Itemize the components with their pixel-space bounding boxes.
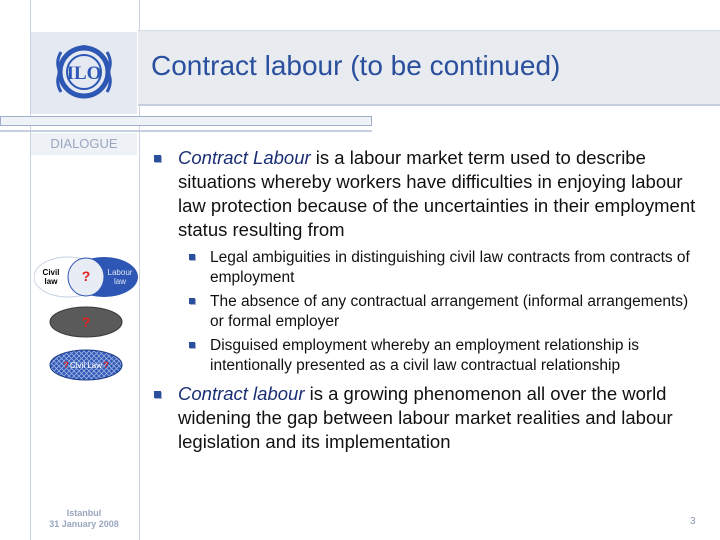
venn-left-label-line2: law — [44, 277, 58, 286]
divider-bar — [0, 116, 372, 126]
venn-right-label-line2: law — [113, 277, 127, 286]
oval-civil-prefix: ? — [63, 360, 69, 370]
bullet-contract-labour-definition — [152, 146, 702, 242]
oval-civil-text: Civil Law — [69, 361, 103, 370]
oval-question: ? — [81, 314, 91, 330]
venn-center-question: ? — [81, 268, 91, 284]
bullet-icon — [154, 391, 161, 398]
footer-location — [31, 508, 137, 530]
sub-bullet-disguised-employment — [152, 336, 702, 376]
bullet-text: is a growing phenomenon all over the world widening the gap between labour market realities and labour legislation and its implementation — [178, 383, 673, 452]
sub-bullet-text: Disguised employment whereby an employment relationship is intentionally presented as a civil law contractual relationship — [210, 337, 640, 374]
sub-bullet-icon — [189, 342, 195, 348]
venn-left-label-line1: Civil — [42, 268, 60, 277]
page-title: Contract labour (to be continued) — [151, 50, 561, 81]
bullet-text: is a labour market term used to describe situations whereby workers have difficulties in enjoying labour law protection because of the uncertainties in their employment status resulting from — [178, 147, 696, 240]
sub-bullet-icon — [189, 254, 195, 260]
sub-bullet-absence-arrangement — [152, 292, 702, 332]
logo-text: ILO — [66, 63, 102, 84]
venn-right-label-line1: Labour — [107, 268, 133, 277]
divider-line — [0, 130, 372, 132]
slide-content — [152, 146, 702, 460]
oval-civil-suffix: ? — [103, 360, 109, 370]
bullet-term: Contract Labour — [178, 147, 311, 168]
ilo-logo — [31, 32, 137, 114]
page-number: 3 — [690, 516, 696, 527]
footer-place: Istanbul — [66, 508, 102, 518]
question-oval — [50, 307, 122, 337]
civil-law-oval — [50, 350, 122, 380]
sub-bullet-icon — [189, 298, 195, 304]
bullet-growing-phenomenon — [152, 382, 702, 454]
bullet-term: Contract labour — [178, 383, 305, 404]
concept-diagram — [34, 256, 138, 391]
bullet-icon — [154, 155, 161, 162]
sub-bullet-legal-ambiguities — [152, 248, 702, 288]
venn-diagram — [34, 257, 138, 297]
section-label: DIALOGUE — [31, 133, 137, 155]
footer-date: 31 January 2008 — [49, 519, 119, 529]
sub-bullet-text: Legal ambiguities in distinguishing civil law contracts from contracts of employment — [210, 249, 690, 286]
sub-bullet-text: The absence of any contractual arrangement (informal arrangements) or formal employer — [210, 293, 689, 330]
